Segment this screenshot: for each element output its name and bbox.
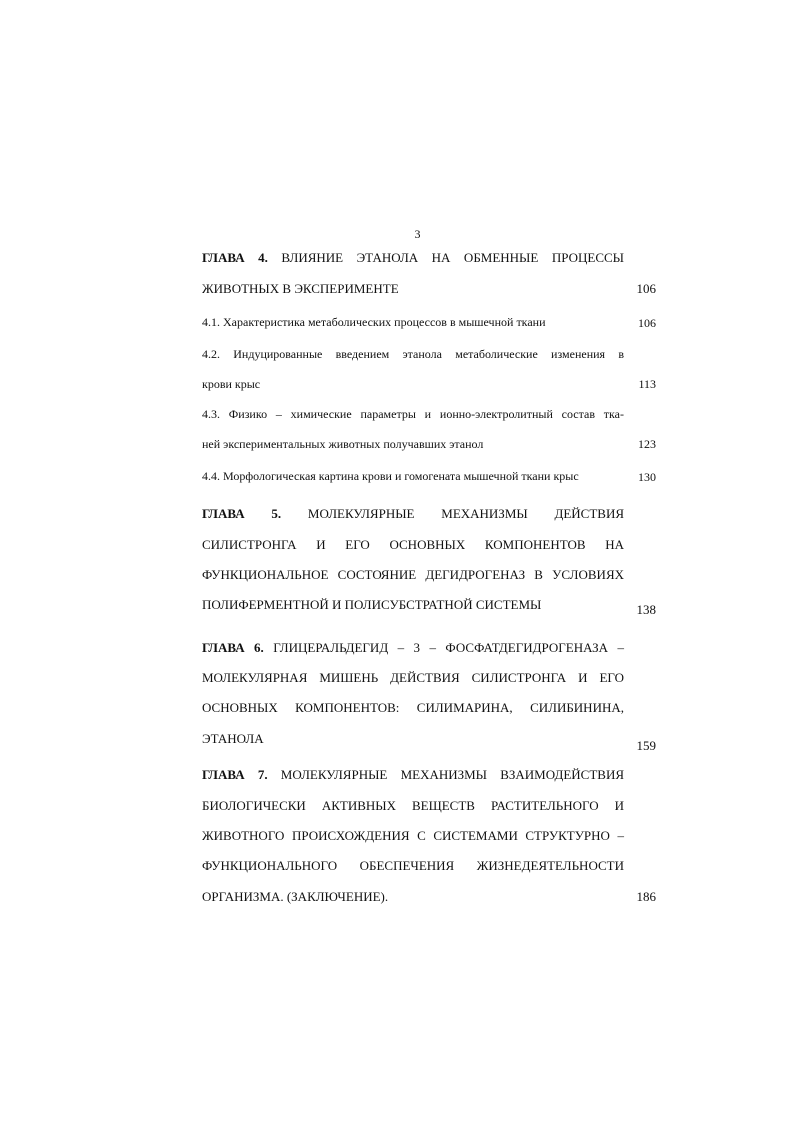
- toc-ch5-title-1: МОЛЕКУЛЯРНЫЕ МЕХАНИЗМЫ ДЕЙСТВИЯ: [307, 506, 625, 521]
- toc-ch7-title-5: ОРГАНИЗМА. (ЗАКЛЮЧЕНИЕ).: [202, 889, 389, 904]
- toc-s42-page: 113: [638, 377, 656, 391]
- toc-ch4-title-2: ЖИВОТНЫХ В ЭКСПЕРИМЕНТЕ: [202, 281, 399, 296]
- toc-s42-line2: крови крыс: [202, 377, 261, 391]
- toc-s44: 4.4. Морфологическая картина крови и гомогената мышечной ткани крыс: [202, 469, 579, 483]
- toc-ch6-title-1: ГЛИЦЕРАЛЬДЕГИД – 3 – ФОСФАТДЕГИДРОГЕНАЗА –: [273, 640, 624, 655]
- toc-s43-line1: 4.3. Физико – химические параметры и ионно-электролитный состав тка-: [202, 407, 624, 421]
- toc-ch7-title-1: МОЛЕКУЛЯРНЫЕ МЕХАНИЗМЫ ВЗАИМОДЕЙСТВИЯ: [280, 767, 625, 782]
- toc-ch4-line1: [202, 250, 624, 266]
- toc-s43-line2: ней экспериментальных животных получавших этанол: [202, 437, 484, 451]
- toc-ch5-label: ГЛАВА 5.: [202, 506, 282, 521]
- toc-ch5-title-2: СИЛИСТРОНГА И ЕГО ОСНОВНЫХ КОМПОНЕНТОВ НА: [202, 537, 624, 552]
- toc-ch7-title-3: ЖИВОТНОГО ПРОИСХОЖДЕНИЯ С СИСТЕМАМИ СТРУКТУРНО –: [202, 828, 624, 843]
- toc-s41: 4.1. Характеристика метаболических процессов в мышечной ткани: [202, 315, 546, 329]
- toc-ch5-page: 138: [636, 602, 656, 617]
- toc-ch5-title-3: ФУНКЦИОНАЛЬНОЕ СОСТОЯНИЕ ДЕГИДРОГЕНАЗ В УСЛОВИЯХ: [202, 567, 624, 582]
- toc-ch6-title-2: МОЛЕКУЛЯРНАЯ МИШЕНЬ ДЕЙСТВИЯ СИЛИСТРОНГА И ЕГО: [202, 670, 624, 685]
- toc-ch7-page: 186: [636, 889, 656, 904]
- toc-ch7-label: ГЛАВА 7.: [202, 767, 268, 782]
- toc-ch6-title-4: ЭТАНОЛА: [202, 731, 264, 746]
- toc-ch5-title-4: ПОЛИФЕРМЕНТНОЙ И ПОЛИСУБСТРАТНОЙ СИСТЕМЫ: [202, 597, 542, 612]
- toc-s44-page: 130: [638, 470, 656, 484]
- toc-ch6-title-3: ОСНОВНЫХ КОМПОНЕНТОВ: СИЛИМАРИНА, СИЛИБИНИНА,: [202, 700, 624, 715]
- toc-ch5-line1: [202, 506, 624, 522]
- toc-ch7-line1: [202, 767, 624, 783]
- toc-ch6-line1: [202, 640, 624, 656]
- page-number: 3: [414, 227, 421, 241]
- toc-ch6-page: 159: [636, 738, 656, 753]
- toc-ch4-label: ГЛАВА 4.: [202, 250, 268, 265]
- toc-s42-line1: 4.2. Индуцированные введением этанола метаболические изменения в: [202, 347, 624, 361]
- toc-s43-page: 123: [638, 437, 656, 451]
- toc-ch6-label: ГЛАВА 6.: [202, 640, 264, 655]
- toc-s41-page: 106: [638, 316, 656, 330]
- toc-ch7-title-4: ФУНКЦИОНАЛЬНОГО ОБЕСПЕЧЕНИЯ ЖИЗНЕДЕЯТЕЛЬНОСТИ: [202, 858, 624, 873]
- toc-ch4-title-1: ВЛИЯНИЕ ЭТАНОЛА НА ОБМЕННЫЕ ПРОЦЕССЫ: [281, 250, 624, 265]
- toc-ch7-title-2: БИОЛОГИЧЕСКИ АКТИВНЫХ ВЕЩЕСТВ РАСТИТЕЛЬНОГО И: [202, 798, 624, 813]
- toc-ch4-page: 106: [636, 281, 656, 296]
